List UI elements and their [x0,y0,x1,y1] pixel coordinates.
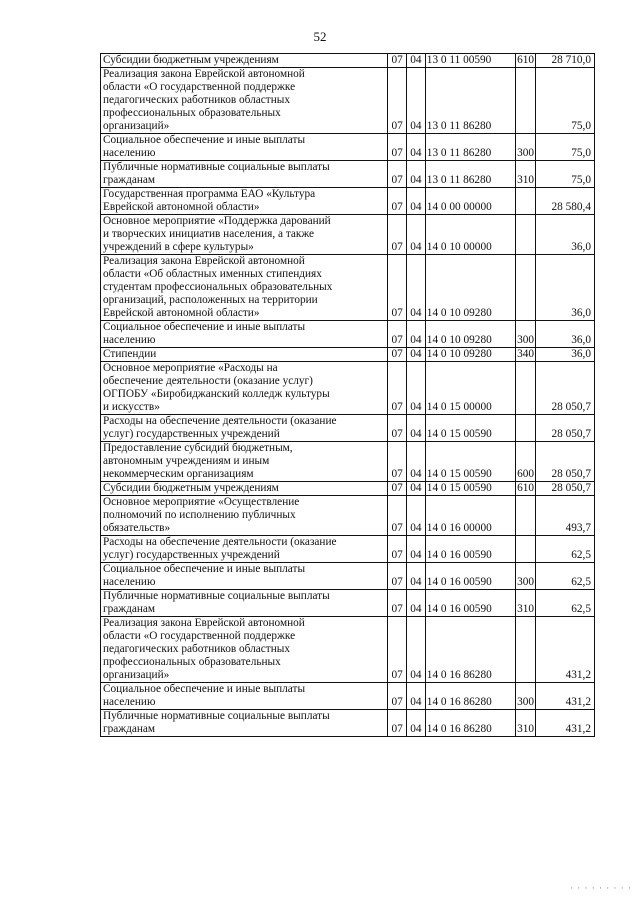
table-row [101,536,595,563]
row-expense-type-cell: 310 [515,710,536,737]
row-amount-cell: 28 050,7 [536,442,595,482]
row-section-cell: 07 [388,134,407,161]
row-section-cell: 07 [388,68,407,134]
row-section-cell: 07 [388,348,407,362]
row-target-article-cell: 13 0 11 86280 [425,161,515,188]
row-amount-cell: 28 050,7 [536,482,595,496]
row-expense-type-cell: 310 [515,590,536,617]
table-row [101,362,595,415]
row-name-cell: Предоставление субсидий бюджетным, автономным учреждениям и иным некоммерческим организациям [101,442,388,482]
row-target-article-cell: 14 0 16 86280 [425,683,515,710]
table-body [101,54,595,737]
table-row [101,563,595,590]
row-name-cell: Публичные нормативные социальные выплаты гражданам [101,590,388,617]
table-row [101,617,595,683]
row-name-cell: Публичные нормативные социальные выплаты гражданам [101,710,388,737]
table-row [101,442,595,482]
row-expense-type-cell: 300 [515,563,536,590]
row-target-article-cell: 14 0 00 00000 [425,188,515,215]
row-amount-cell: 75,0 [536,68,595,134]
row-amount-cell: 62,5 [536,536,595,563]
row-subsection-cell: 04 [407,188,426,215]
row-target-article-cell: 14 0 16 86280 [425,617,515,683]
row-subsection-cell: 04 [407,415,426,442]
row-subsection-cell: 04 [407,134,426,161]
row-subsection-cell: 04 [407,362,426,415]
row-amount-cell: 62,5 [536,590,595,617]
row-section-cell: 07 [388,496,407,536]
row-target-article-cell: 14 0 15 00590 [425,482,515,496]
row-amount-cell: 62,5 [536,563,595,590]
row-section-cell: 07 [388,710,407,737]
row-target-article-cell: 14 0 16 00590 [425,563,515,590]
page-number: 52 [313,29,327,44]
row-section-cell: 07 [388,255,407,321]
row-target-article-cell: 14 0 10 09280 [425,348,515,362]
row-subsection-cell: 04 [407,54,426,68]
row-name-cell: Социальное обеспечение и иные выплаты населению [101,321,388,348]
row-target-article-cell: 14 0 16 86280 [425,710,515,737]
row-expense-type-cell [515,188,536,215]
table-row [101,321,595,348]
row-section-cell: 07 [388,362,407,415]
table-row [101,348,595,362]
row-target-article-cell: 13 0 11 86280 [425,68,515,134]
row-subsection-cell: 04 [407,710,426,737]
row-amount-cell: 28 580,4 [536,188,595,215]
budget-table [100,53,595,737]
row-name-cell: Публичные нормативные социальные выплаты гражданам [101,161,388,188]
row-subsection-cell: 04 [407,536,426,563]
row-expense-type-cell [515,362,536,415]
row-section-cell: 07 [388,683,407,710]
row-amount-cell: 36,0 [536,348,595,362]
row-expense-type-cell: 300 [515,321,536,348]
row-name-cell: Государственная программа ЕАО «Культура Еврейской автономной области» [101,188,388,215]
row-subsection-cell: 04 [407,255,426,321]
row-name-cell: Основное мероприятие «Расходы на обеспечение деятельности (оказание услуг) ОГПОБУ «Биробиджанский колледж культуры и искусств» [101,362,388,415]
row-target-article-cell: 14 0 15 00000 [425,362,515,415]
row-expense-type-cell: 600 [515,442,536,482]
scan-corner-mark: · · · · · · · · · [570,883,632,893]
row-target-article-cell: 14 0 16 00000 [425,496,515,536]
row-amount-cell: 36,0 [536,321,595,348]
table-row [101,54,595,68]
row-subsection-cell: 04 [407,563,426,590]
table-row [101,496,595,536]
row-subsection-cell: 04 [407,321,426,348]
row-target-article-cell: 13 0 11 00590 [425,54,515,68]
row-subsection-cell: 04 [407,617,426,683]
row-amount-cell: 431,2 [536,617,595,683]
row-target-article-cell: 14 0 16 00590 [425,590,515,617]
row-amount-cell: 493,7 [536,496,595,536]
row-expense-type-cell: 310 [515,161,536,188]
row-subsection-cell: 04 [407,442,426,482]
row-subsection-cell: 04 [407,590,426,617]
row-expense-type-cell: 610 [517,482,535,494]
table-row [101,161,595,188]
row-target-article-cell: 14 0 10 09280 [425,255,515,321]
table-row [101,68,595,134]
row-amount-cell: 36,0 [536,215,595,255]
row-subsection-cell: 04 [407,496,426,536]
row-target-article-cell: 14 0 16 00590 [425,536,515,563]
row-expense-type-cell [515,255,536,321]
row-subsection-cell: 04 [407,683,426,710]
row-section-cell: 07 [388,54,407,68]
row-section-cell: 07 [388,188,407,215]
row-section-cell: 07 [388,161,407,188]
row-expense-type-cell [515,617,536,683]
row-section-cell: 07 [388,482,407,496]
row-amount-cell: 28 050,7 [536,362,595,415]
row-expense-type-cell: 300 [515,134,536,161]
row-amount-cell: 75,0 [536,161,595,188]
row-name-cell: Субсидии бюджетным учреждениям [101,482,388,496]
table-row [101,215,595,255]
table-row [101,482,595,496]
row-amount-cell: 36,0 [536,255,595,321]
row-name-cell: Реализация закона Еврейской автономной области «Об областных именных стипендиях студентам профессиональных образовательных организаций, расположенных на территории Еврейской автономной области» [101,255,388,321]
row-subsection-cell: 04 [407,161,426,188]
row-target-article-cell: 13 0 11 86280 [425,134,515,161]
row-name-cell: Основное мероприятие «Поддержка дарований и творческих инициатив населения, а также учреждений в сфере культуры» [101,215,388,255]
row-expense-type-cell: 300 [515,683,536,710]
row-name-cell: Социальное обеспечение и иные выплаты населению [101,683,388,710]
row-amount-cell: 75,0 [536,134,595,161]
table-row [101,415,595,442]
row-expense-type-cell [515,215,536,255]
row-target-article-cell: 14 0 10 00000 [425,215,515,255]
row-subsection-cell: 04 [407,348,426,362]
row-expense-type-cell: 340 [517,348,535,360]
row-amount-cell: 28 710,0 [536,54,595,68]
row-target-article-cell: 14 0 15 00590 [425,442,515,482]
row-subsection-cell: 04 [407,482,426,496]
row-expense-type-cell [515,536,536,563]
row-name-cell: Стипендии [101,348,388,362]
row-expense-type-cell [515,496,536,536]
row-section-cell: 07 [388,442,407,482]
row-amount-cell: 431,2 [536,683,595,710]
row-section-cell: 07 [388,617,407,683]
row-expense-type-cell [515,68,536,134]
row-name-cell: Реализация закона Еврейской автономной области «О государственной поддержке педагогических работников областных профессиональных образовательных организаций» [101,68,388,134]
row-name-cell: Субсидии бюджетным учреждениям [101,54,388,68]
table-row [101,134,595,161]
row-name-cell: Реализация закона Еврейской автономной области «О государственной поддержке педагогических работников областных профессиональных образовательных организаций» [101,617,388,683]
row-name-cell: Основное мероприятие «Осуществление полномочий по исполнению публичных обязательств» [101,496,388,536]
row-expense-type-cell [515,415,536,442]
row-target-article-cell: 14 0 10 09280 [425,321,515,348]
row-amount-cell: 28 050,7 [536,415,595,442]
row-section-cell: 07 [388,563,407,590]
row-section-cell: 07 [388,415,407,442]
row-section-cell: 07 [388,536,407,563]
table-row [101,590,595,617]
row-section-cell: 07 [388,215,407,255]
row-section-cell: 07 [388,590,407,617]
row-expense-type-cell: 610 [517,54,535,66]
row-name-cell: Расходы на обеспечение деятельности (оказание услуг) государственных учреждений [101,536,388,563]
row-subsection-cell: 04 [407,68,426,134]
row-name-cell: Социальное обеспечение и иные выплаты населению [101,134,388,161]
table-row [101,255,595,321]
row-name-cell: Социальное обеспечение и иные выплаты населению [101,563,388,590]
row-amount-cell: 431,2 [536,710,595,737]
row-name-cell: Расходы на обеспечение деятельности (оказание услуг) государственных учреждений [101,415,388,442]
table-row [101,683,595,710]
table-row [101,188,595,215]
row-subsection-cell: 04 [407,215,426,255]
table-row [101,710,595,737]
row-section-cell: 07 [388,321,407,348]
row-target-article-cell: 14 0 15 00590 [425,415,515,442]
